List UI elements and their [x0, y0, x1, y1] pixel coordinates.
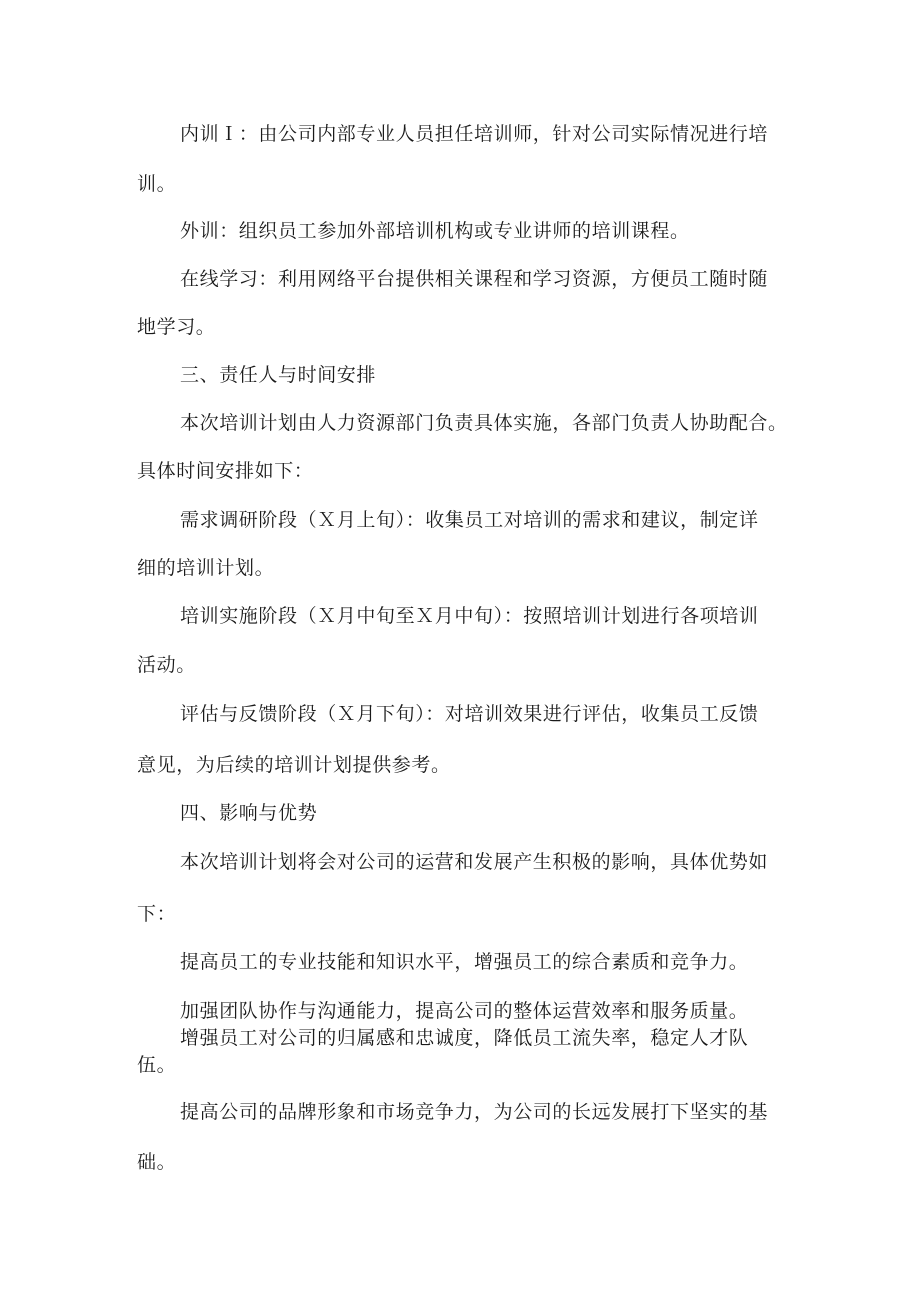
paragraph-needs-survey: 需求调研阶段（Ｘ月上旬）：收集员工对培训的需求和建议，制定详: [180, 509, 759, 531]
paragraph-implementation-cont: 活动。: [137, 654, 196, 676]
paragraph-advantage-2: 加强团队协作与沟通能力，提高公司的整体运营效率和服务质量。: [180, 1000, 749, 1022]
paragraph-impact-cont: 下：: [137, 903, 177, 925]
paragraph-evaluation-cont: 意见，为后续的培训计划提供参考。: [137, 754, 451, 776]
paragraph-advantage-3: 增强员工对公司的归属感和忠诚度，降低员工流失率，稳定人才队: [180, 1027, 749, 1049]
paragraph-needs-survey-cont: 细的培训计划。: [137, 557, 275, 579]
paragraph-advantage-4: 提高公司的品牌形象和市场竞争力，为公司的长远发展打下坚实的基: [180, 1101, 769, 1123]
paragraph-internal-training-cont: 训。: [137, 173, 177, 195]
paragraph-responsibility: 本次培训计划由人力资源部门负责具体实施，各部门负责人协助配合。: [180, 412, 788, 434]
paragraph-online-learning-cont: 地学习。: [137, 316, 216, 338]
paragraph-internal-training: 内训Ｉ：由公司内部专业人员担任培训师，针对公司实际情况进行培: [180, 123, 769, 145]
section-heading-3: 三、责任人与时间安排: [180, 364, 377, 386]
paragraph-advantage-4-cont: 础。: [137, 1151, 177, 1173]
paragraph-advantage-1: 提高员工的专业技能和知识水平，增强员工的综合素质和竞争力。: [180, 951, 749, 973]
paragraph-advantage-3-cont: 伍。: [137, 1054, 177, 1076]
paragraph-evaluation: 评估与反馈阶段（Ｘ月下旬）：对培训效果进行评估，收集员工反馈: [180, 703, 759, 725]
paragraph-impact: 本次培训计划将会对公司的运营和发展产生积极的影响，具体优势如: [180, 851, 769, 873]
paragraph-responsibility-cont: 具体时间安排如下：: [137, 460, 314, 482]
paragraph-external-training: 外训：组织员工参加外部培训机构或专业讲师的培训课程。: [180, 220, 690, 242]
section-heading-4: 四、影响与优势: [180, 802, 318, 824]
paragraph-online-learning: 在线学习：利用网络平台提供相关课程和学习资源，方便员工随时随: [180, 268, 769, 290]
paragraph-implementation: 培训实施阶段（Ｘ月中旬至Ｘ月中旬）：按照培训计划进行各项培训: [180, 605, 759, 627]
